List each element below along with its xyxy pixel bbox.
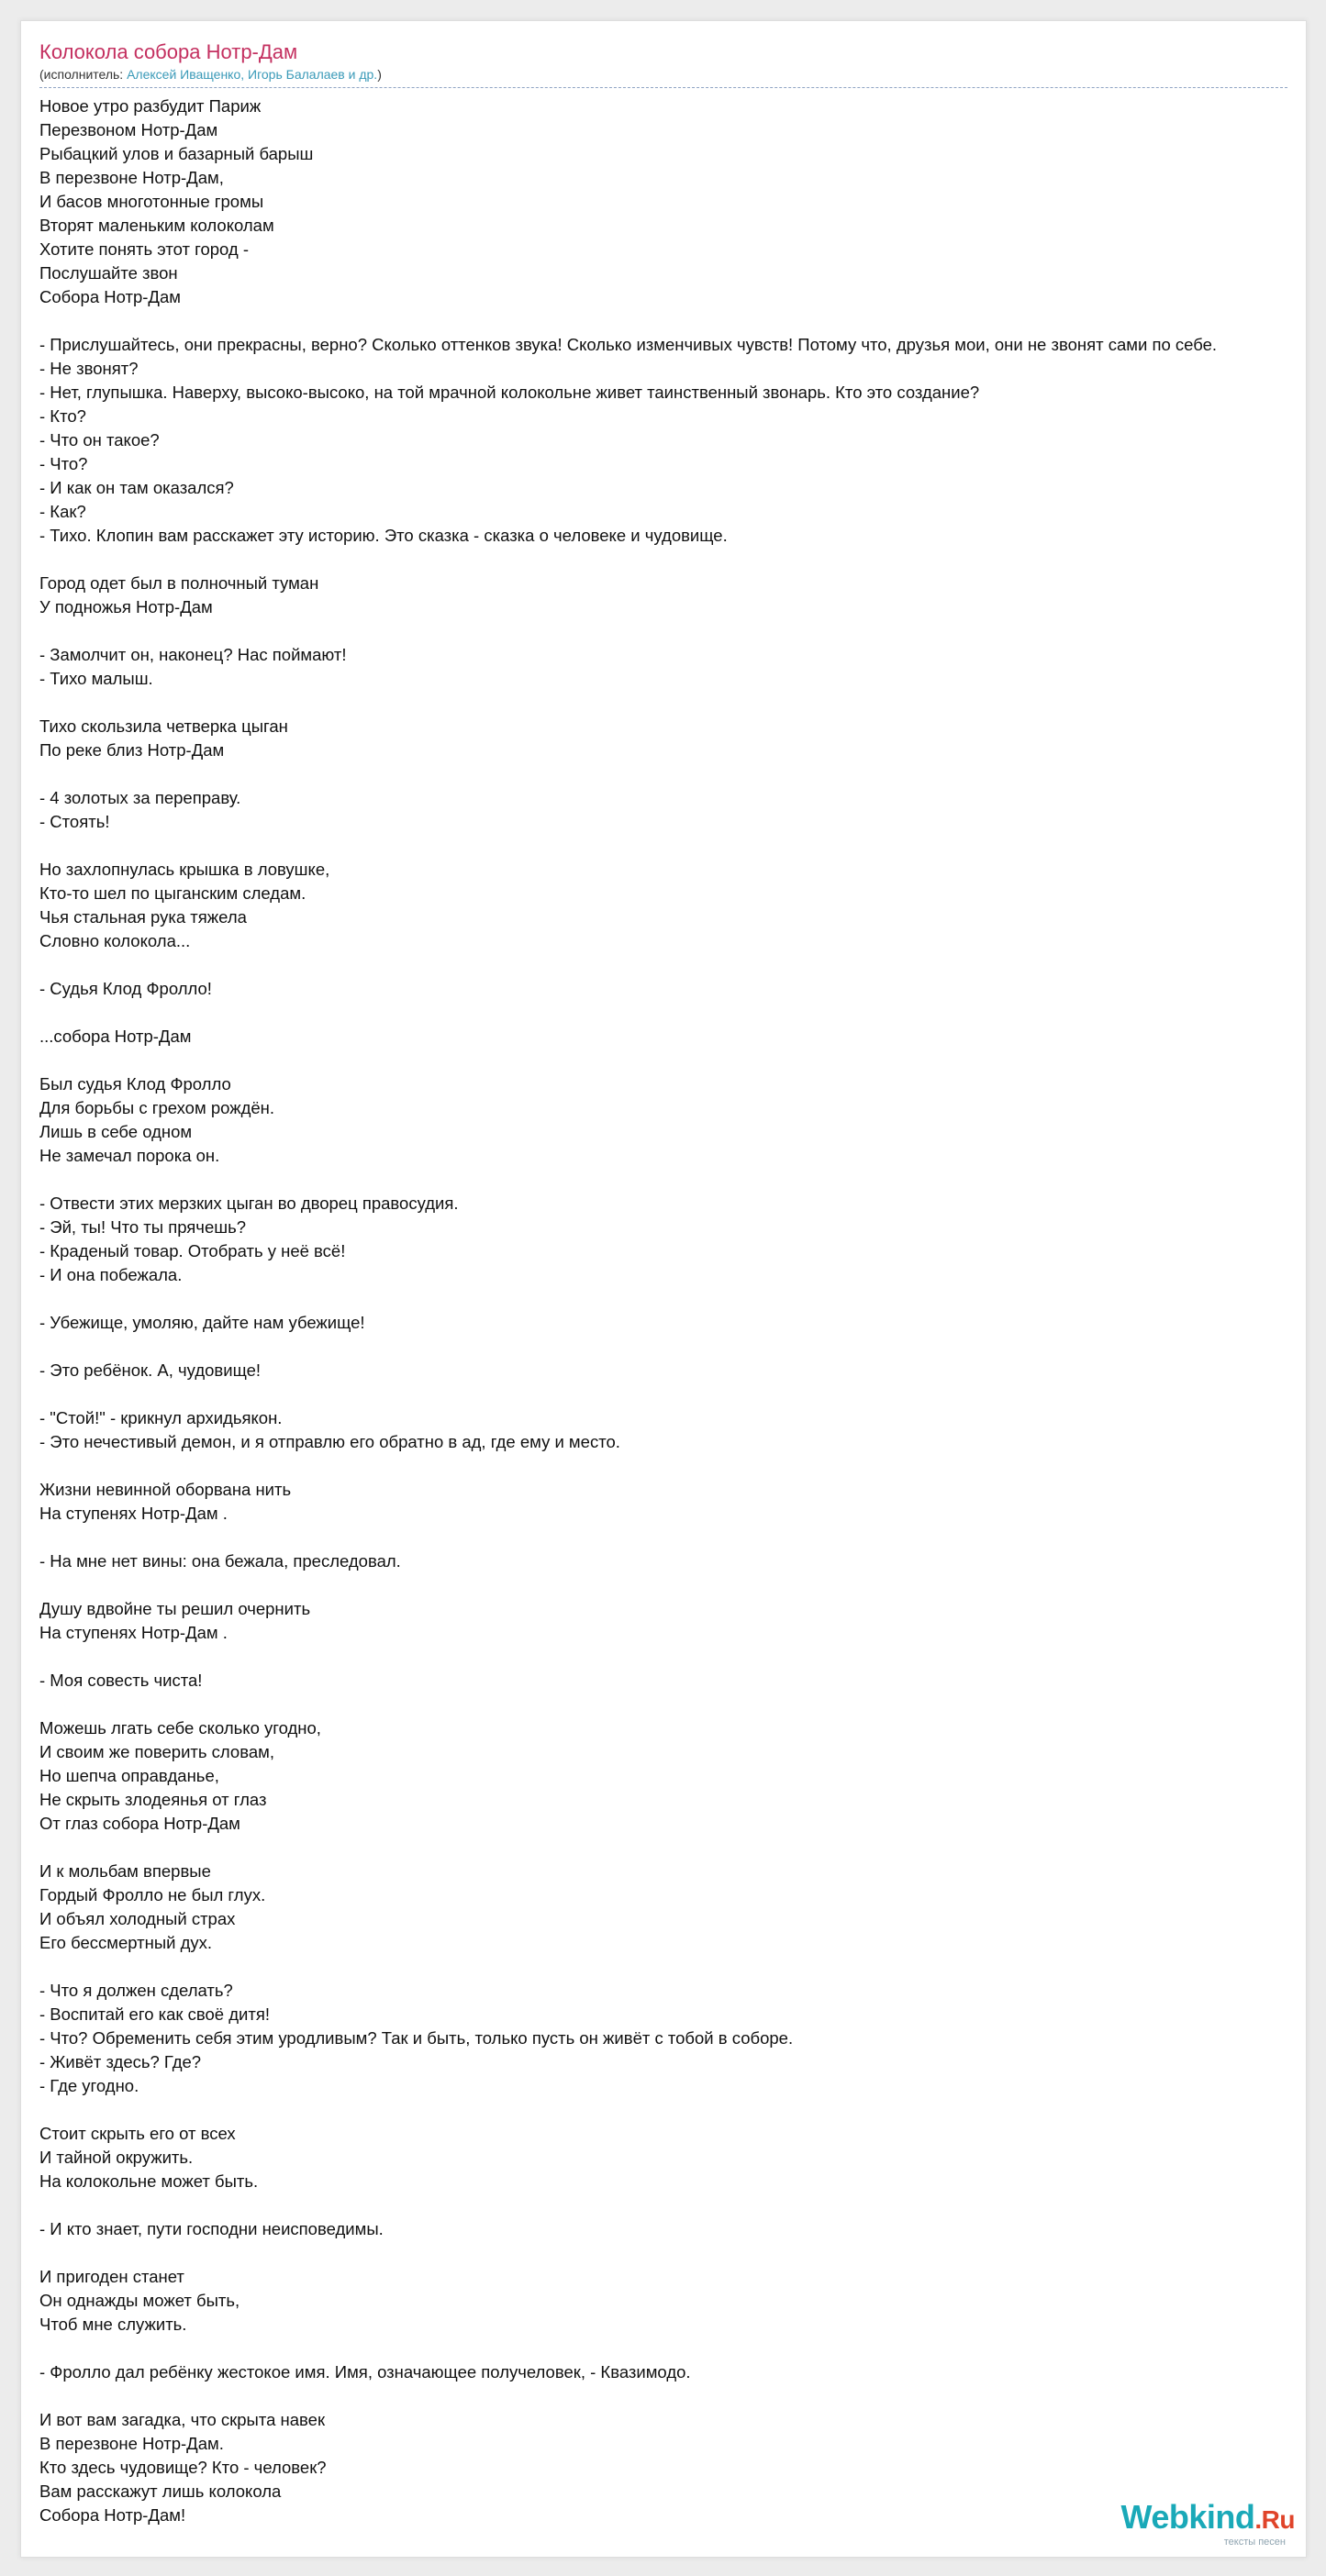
lyric-line: Чья стальная рука тяжела (39, 907, 247, 927)
lyric-line: Хотите понять этот город - (39, 239, 249, 259)
lyric-line: На ступенях Нотр-Дам . (39, 1504, 228, 1523)
lyric-line: Он однажды может быть, (39, 2291, 240, 2310)
lyric-line: На колокольне может быть. (39, 2171, 259, 2191)
lyric-line: Кто здесь чудовище? Кто - человек? (39, 2458, 327, 2477)
lyric-line: Жизни невинной оборвана нить (39, 1480, 292, 1499)
lyric-blank-line (39, 834, 1307, 858)
logo-tld: .Ru (1254, 2505, 1295, 2534)
lyric-blank-line (39, 1168, 1307, 1192)
song-header (39, 39, 1287, 88)
lyric-blank-line (39, 1287, 1307, 1311)
lyric-blank-line (39, 691, 1307, 715)
lyric-blank-line (39, 2384, 1307, 2408)
lyric-line: И своим же поверить словам, (39, 1742, 274, 1761)
lyric-blank-line (39, 309, 1307, 333)
lyric-line: - Прислушайтесь, они прекрасны, верно? Сколько оттенков звука! Сколько изменчивых чувств! Потому что, друзья мои, они не звонят сами по себе. (39, 335, 1218, 354)
lyric-blank-line (39, 1335, 1307, 1359)
lyric-line: ...собора Нотр-Дам (39, 1027, 192, 1046)
lyric-line: - Эй, ты! Что ты прячешь? (39, 1217, 247, 1237)
lyric-line: Собора Нотр-Дам! (39, 2505, 186, 2525)
lyric-blank-line (39, 1001, 1307, 1025)
lyric-line: - Убежище, умоляю, дайте нам убежище! (39, 1313, 365, 1332)
lyric-line: Словно колокола... (39, 931, 191, 950)
lyric-line: - Моя совесть чиста! (39, 1671, 203, 1690)
logo-name: Webkind (1120, 2498, 1255, 2536)
lyric-line: - Фролло дал ребёнку жестокое имя. Имя, означающее получеловек, - Квазимодо. (39, 2362, 691, 2382)
lyric-line: По реке близ Нотр-Дам (39, 740, 225, 760)
lyric-blank-line (39, 762, 1307, 786)
lyric-line: - Как? (39, 502, 86, 521)
lyric-line: - На мне нет вины: она бежала, преследовал. (39, 1551, 401, 1571)
lyric-blank-line (39, 953, 1307, 977)
lyric-line: И басов многотонные громы (39, 192, 264, 211)
lyric-line: В перезвоне Нотр-Дам. (39, 2434, 224, 2453)
lyric-line: - И как он там оказался? (39, 478, 234, 497)
lyric-line: Тихо скользила четверка цыган (39, 716, 288, 736)
lyric-line: Собора Нотр-Дам (39, 287, 181, 306)
lyric-line: И тайной окружить. (39, 2148, 194, 2167)
lyrics-text (39, 94, 1307, 2527)
lyric-line: - 4 золотых за переправу. (39, 788, 241, 807)
lyric-line: Стоит скрыть его от всех (39, 2124, 236, 2143)
lyric-line: У подножья Нотр-Дам (39, 597, 213, 616)
lyric-blank-line (39, 548, 1307, 572)
lyric-blank-line (39, 1573, 1307, 1597)
lyric-line: - Судья Клод Фролло! (39, 979, 212, 998)
lyric-line: - И кто знает, пути господни неисповедимы. (39, 2219, 384, 2238)
performer-line (39, 65, 1287, 83)
performer-link[interactable]: Алексей Иващенко, Игорь Балалаев и др. (127, 67, 378, 82)
lyric-line: И объял холодный страх (39, 1909, 236, 1928)
lyric-line: Город одет был в полночный туман (39, 573, 319, 593)
lyric-blank-line (39, 1454, 1307, 1478)
lyric-line: Можешь лгать себе сколько угодно, (39, 1718, 321, 1738)
lyric-line: Послушайте звон (39, 263, 178, 283)
lyric-line: Чтоб мне служить. (39, 2315, 187, 2334)
lyric-blank-line (39, 2241, 1307, 2265)
lyric-line: Не замечал порока он. (39, 1146, 220, 1165)
lyric-line: - "Стой!" - крикнул архидьякон. (39, 1408, 283, 1427)
lyric-line: - Что? (39, 454, 88, 473)
lyric-line: И пригоден станет (39, 2267, 184, 2286)
lyric-line: - Стоять! (39, 812, 110, 831)
lyric-line: - Что? Обременить себя этим уродливым? Так и быть, только пусть он живёт с тобой в соборе. (39, 2028, 794, 2048)
lyrics-card (20, 20, 1307, 2558)
webkind-logo[interactable] (1120, 2498, 1295, 2548)
lyric-line: - Это нечестивый демон, и я отправлю его обратно в ад, где ему и место. (39, 1432, 620, 1451)
logo-wordmark (1120, 2498, 1295, 2537)
lyric-blank-line (39, 1955, 1307, 1979)
lyric-line: Рыбацкий улов и базарный барыш (39, 144, 314, 163)
lyric-line: Но шепча оправданье, (39, 1766, 219, 1785)
lyric-line: - Где угодно. (39, 2076, 139, 2095)
lyric-blank-line (39, 1645, 1307, 1669)
lyric-line: - Тихо малыш. (39, 669, 153, 688)
lyric-line: Гордый Фролло не был глух. (39, 1885, 266, 1904)
performer-suffix: ) (377, 67, 382, 82)
lyric-line: В перезвоне Нотр-Дам, (39, 168, 224, 187)
lyric-blank-line (39, 1382, 1307, 1406)
lyric-line: Вторят маленьким колоколам (39, 216, 274, 235)
lyric-blank-line (39, 2098, 1307, 2122)
lyric-line: И вот вам загадка, что скрыта навек (39, 2410, 326, 2429)
lyric-line: - Что он такое? (39, 430, 160, 450)
lyric-line: Но захлопнулась крышка в ловушке, (39, 860, 330, 879)
lyric-line: Новое утро разбудит Париж (39, 96, 262, 116)
lyric-line: - Воспитай его как своё дитя! (39, 2004, 270, 2024)
lyric-line: - И она побежала. (39, 1265, 183, 1284)
lyric-line: - Живёт здесь? Где? (39, 2052, 202, 2071)
lyric-line: Его бессмертный дух. (39, 1933, 213, 1952)
lyric-line: - Кто? (39, 406, 86, 426)
lyric-line: - Это ребёнок. А, чудовище! (39, 1360, 262, 1380)
lyric-line: Лишь в себе одном (39, 1122, 193, 1141)
song-title: Колокола собора Нотр-Дам (39, 40, 298, 63)
lyric-line: На ступенях Нотр-Дам . (39, 1623, 228, 1642)
logo-tagline: тексты песен (1223, 2537, 1286, 2548)
lyric-line: Был судья Клод Фролло (39, 1074, 231, 1094)
lyric-line: От глаз собора Нотр-Дам (39, 1814, 240, 1833)
lyric-blank-line (39, 1836, 1307, 1860)
lyric-line: - Не звонят? (39, 359, 139, 378)
lyric-line: И к мольбам впервые (39, 1861, 211, 1881)
lyric-line: Для борьбы с грехом рождён. (39, 1098, 275, 1117)
performer-prefix: (исполнитель: (39, 67, 128, 82)
lyric-blank-line (39, 2337, 1307, 2360)
lyric-line: - Тихо. Клопин вам расскажет эту историю. Это сказка - сказка о человеке и чудовище. (39, 526, 728, 545)
lyric-blank-line (39, 1526, 1307, 1549)
lyric-line: - Что я должен сделать? (39, 1981, 233, 2000)
lyric-blank-line (39, 619, 1307, 643)
lyric-blank-line (39, 1049, 1307, 1072)
lyric-line: Не скрыть злодеянья от глаз (39, 1790, 267, 1809)
lyric-line: - Нет, глупышка. Наверху, высоко-высоко, на той мрачной колокольне живет таинственный звонарь. Кто это создание? (39, 383, 980, 402)
lyric-line: - Замолчит он, наконец? Нас поймают! (39, 645, 347, 664)
lyric-blank-line (39, 1693, 1307, 1716)
lyric-blank-line (39, 2193, 1307, 2217)
lyric-line: - Отвести этих мерзких цыган во дворец правосудия. (39, 1194, 459, 1213)
lyric-line: Душу вдвойне ты решил очернить (39, 1599, 311, 1618)
lyric-line: - Краденый товар. Отобрать у неё всё! (39, 1241, 346, 1260)
lyric-line: Перезвоном Нотр-Дам (39, 120, 218, 139)
lyric-line: Кто-то шел по цыганским следам. (39, 883, 306, 903)
lyric-line: Вам расскажут лишь колокола (39, 2482, 282, 2501)
